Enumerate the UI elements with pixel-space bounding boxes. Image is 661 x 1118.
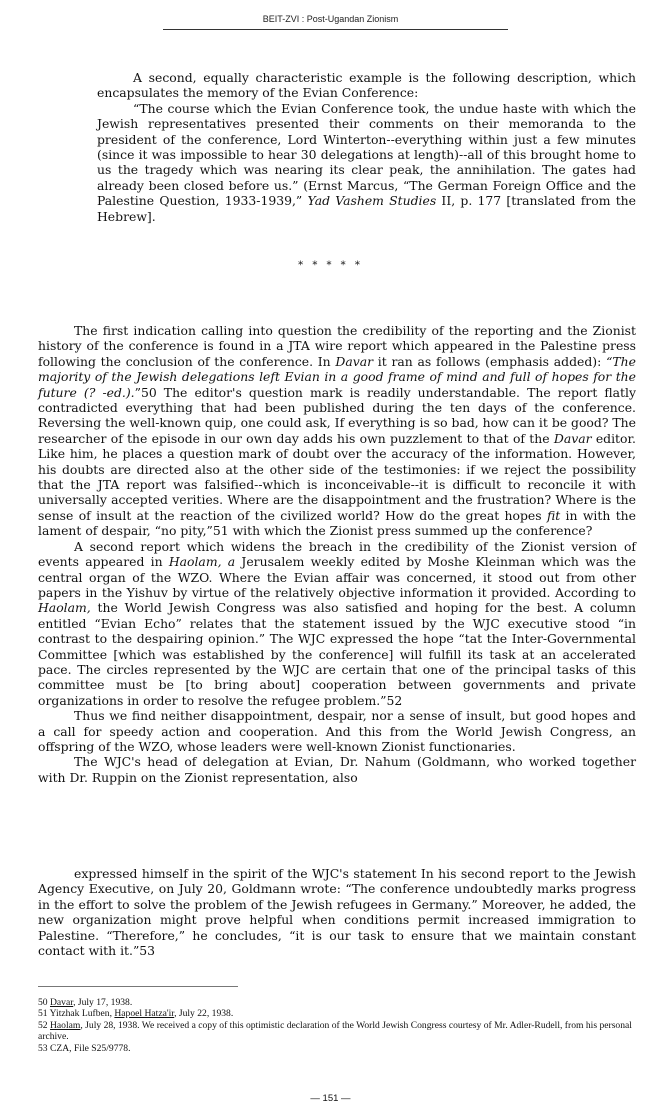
footnote-51 (38, 1008, 636, 1019)
quote-journal: Yad Vashem Studies (307, 193, 437, 209)
paragraph-2 (38, 539, 636, 708)
para2-text-a: A second report which widens the breach in the credibility of the Zionist version of events appeared in (38, 538, 636, 570)
footnote-number: 51 Yitzhak Lufben, (38, 1008, 115, 1020)
jta-quote: “The majority of the Jewish delegations left Evian in a good frame of mind and full of hopes for the future (? -ed.). (38, 353, 636, 400)
footnote-text: , July 17, 1938. (73, 997, 133, 1008)
paragraph-5: expressed himself in the spirit of the WJC's statement In his second report to the Jewish Agency Executive, on July 20, Goldmann wrote: “The conference undoubtedly marks progress in the effort to solve the problem of the Jewish refugees in Germany.” Moreover, he added, the new organization might prove helpful when conditions permit increased immigration to Palestine. “Therefore,” he concludes, “it is our task to ensure that we maintain constant contact with it.”53 (38, 866, 636, 959)
footnote-52 (38, 1020, 636, 1043)
continued-text (38, 866, 636, 958)
quote-citation: II, p. 177 [translated from the Hebrew]. (97, 193, 636, 224)
page-number: — 151 — (310, 1093, 351, 1104)
para1-text-b: it ran as follows (emphasis added): (373, 353, 607, 369)
haolam-title: Haolam, a (168, 554, 236, 570)
footnote-source: Hapoel Hatza'ir (114, 1008, 175, 1020)
footnote-text: , July 22, 1938. (174, 1008, 234, 1020)
footnote-source: Davar (50, 997, 74, 1008)
para1-text-a: The first indication calling into question the credibility of the reporting and the Zionist history of the conference is found in a JTA wire report which appeared in the Palestine press following the conclusion of the conference. In (38, 323, 636, 369)
footnote-rule (38, 986, 238, 987)
main-text (38, 323, 636, 785)
footnote-text: , July 28, 1938. We received a copy of this optimistic declaration of the World Jewish Congress courtesy of Mr. Adler-Rudell, from his personal archive. (38, 1019, 632, 1043)
block-quote (97, 101, 636, 224)
para2-text-b: Jerusalem weekly edited by Moshe Kleinman which was the central organ of the WZO. Where the Evian affair was concerned, it stood out from other papers in the Yishuv by virtue of the relatively objective information it provided. According to (38, 554, 636, 600)
davar-title: Davar (335, 353, 374, 369)
paragraph-1 (38, 323, 636, 539)
footnote-50 (38, 997, 636, 1008)
footnote-number: 52 (38, 1019, 50, 1031)
section-separator: * * * * * (298, 260, 363, 271)
footnotes (38, 997, 636, 1054)
paragraph-4: The WJC's head of delegation at Evian, Dr. Nahum (Goldmann, who worked together with Dr. Ruppin on the Zionist representation, also (38, 754, 636, 785)
footnote-number: 50 (38, 997, 50, 1008)
para1-text-c: ”50 The editor's question mark is readily understandable. The report flatly contradicted everything that had been published during the ten days of the conference. Reversing the well-known quip, one could ask, If everything is so bad, how can it be good? The researcher of the episode in our own day adds his own puzzlement to that of the (38, 384, 636, 446)
footnote-53 (38, 1043, 636, 1054)
para1-text-d: editor. Like him, he places a question mark of doubt over the accuracy of the information. However, his doubts are directed also at the other side of the testimonies: if we reject the possibility that the JTA report was falsified--which is inconceivable--it is difficult to reconcile it with universally accepted verities. Where are the disappointment and the frustration? Where is the sense of insult at the reaction of the civilized world? How do the great hopes (38, 430, 636, 523)
fit-emphasis: fit (546, 507, 561, 523)
quote-text: “The course which the Evian Conference took, the undue haste with which the Jewish representatives presented their comments on their memoranda to the president of the conference, Lord Winterton--everything within just a few minutes (since it was impossible to hear 30 delegations at length)--all of this brought home to us the tragedy which was nearing its clear peak, the annihilation. The gates had already been closed before us.” (Ernst Marcus, “The German Foreign Office and the Palestine Question, 1933-1939,” (97, 100, 636, 209)
running-header: BEIT-ZVI : Post-Ugandan Zionism (262, 14, 399, 24)
footnote-number: 53 CZA, File S25/9778. (38, 1042, 131, 1054)
intro-block (97, 70, 636, 224)
davar-title: Davar (553, 430, 592, 446)
footnote-source: Haolam (50, 1019, 81, 1031)
para2-text-c: the World Jewish Congress was also satisfied and hoping for the best. A column entitled “Evian Echo” relates that the statement issued by the WJC executive stood “in contrast to the despairing opinion.” The WJC expressed the hope “tat the Inter-Governmental Committee [which was established by the conference] will fulfill its task at an accelerated pace. The circles represented by the WJC are certain that one of the principal tasks of this committee must be [to bring about] cooperation between governments and private organizations in order to resolve the refugee problem.”52 (38, 600, 636, 708)
haolam-title: Haolam, (38, 600, 91, 616)
header-rule (163, 29, 508, 30)
paragraph-3: Thus we find neither disappointment, despair, nor a sense of insult, but good hopes and a call for speedy action and cooperation. And this from the World Jewish Congress, an offspring of the WZO, whose leaders were well-known Zionist functionaries. (38, 708, 636, 754)
para1-text-e: in with the lament of despair, “no pity,”51 with which the Zionist press summed up the conference? (38, 507, 636, 539)
intro-paragraph: A second, equally characteristic example is the following description, which encapsulates the memory of the Evian Conference: (97, 70, 636, 101)
